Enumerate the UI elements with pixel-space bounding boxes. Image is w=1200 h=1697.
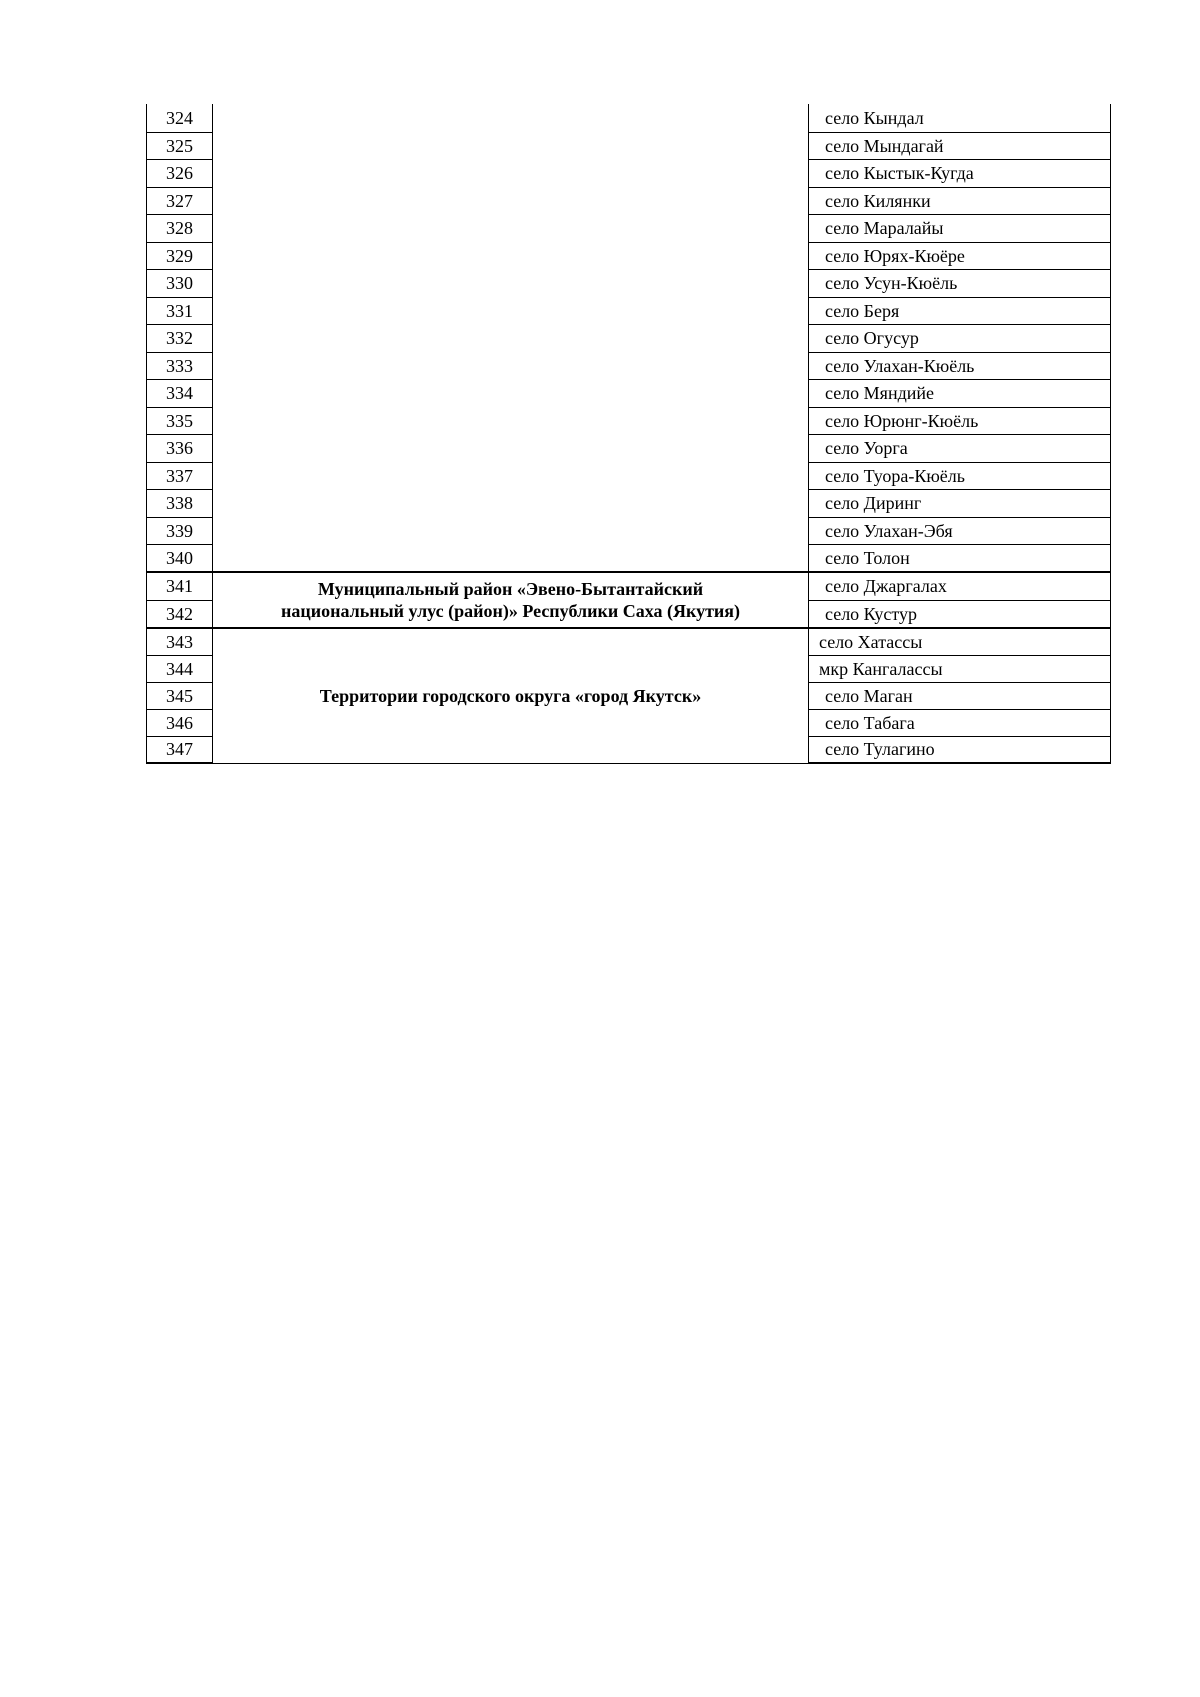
row-number: 347	[147, 736, 213, 763]
row-number: 327	[147, 187, 213, 214]
row-number: 338	[147, 489, 213, 517]
row-number: 330	[147, 269, 213, 297]
row-number: 344	[147, 655, 213, 682]
table-row	[147, 572, 1111, 600]
district-cell: Территории городского округа «город Якутск»	[213, 628, 809, 763]
settlement-name: село Беря	[809, 297, 1111, 324]
settlement-name: село Тулагино	[809, 736, 1111, 763]
settlement-name: село Маралайы	[809, 214, 1111, 242]
row-number: 343	[147, 628, 213, 655]
settlement-name: село Диринг	[809, 489, 1111, 517]
row-number: 346	[147, 709, 213, 736]
settlement-name: село Юрюнг-Кюёль	[809, 407, 1111, 434]
settlement-name: село Юрях-Кюёре	[809, 242, 1111, 269]
row-number: 332	[147, 324, 213, 352]
settlements-table	[146, 104, 1111, 764]
row-number: 325	[147, 132, 213, 159]
settlement-name: село Огусур	[809, 324, 1111, 352]
district-line: национальный улус (район)» Республики Саха (Якутия)	[280, 601, 741, 621]
row-number: 329	[147, 242, 213, 269]
settlement-name: село Усун-Кюёль	[809, 269, 1111, 297]
settlement-name: село Уорга	[809, 434, 1111, 462]
table-row	[147, 628, 1111, 655]
row-number: 340	[147, 544, 213, 572]
row-number: 324	[147, 104, 213, 132]
settlement-name: село Килянки	[809, 187, 1111, 214]
settlement-name: село Джаргалах	[809, 572, 1111, 600]
row-number: 334	[147, 379, 213, 407]
settlement-name: село Кыстык-Кугда	[809, 159, 1111, 187]
district-line: Муниципальный район «Эвено-Бытантайский	[317, 579, 704, 599]
row-number: 345	[147, 682, 213, 709]
settlement-name: село Толон	[809, 544, 1111, 572]
settlement-name: село Туора-Кюёль	[809, 462, 1111, 489]
row-number: 331	[147, 297, 213, 324]
district-cell	[213, 572, 809, 628]
row-number: 337	[147, 462, 213, 489]
row-number: 341	[147, 572, 213, 600]
row-number: 336	[147, 434, 213, 462]
settlement-name: село Маган	[809, 682, 1111, 709]
row-number: 328	[147, 214, 213, 242]
settlement-name: село Табага	[809, 709, 1111, 736]
settlement-name: мкр Кангалассы	[809, 655, 1111, 682]
row-number: 326	[147, 159, 213, 187]
settlement-name: село Хатассы	[809, 628, 1111, 655]
row-number: 342	[147, 600, 213, 628]
settlement-name: село Кустур	[809, 600, 1111, 628]
table-row	[147, 104, 1111, 132]
settlement-name: село Мяндийе	[809, 379, 1111, 407]
settlement-name: село Мындагай	[809, 132, 1111, 159]
settlement-name: село Улахан-Кюёль	[809, 352, 1111, 379]
settlement-name: село Кындал	[809, 104, 1111, 132]
settlement-name: село Улахан-Эбя	[809, 517, 1111, 544]
row-number: 335	[147, 407, 213, 434]
row-number: 339	[147, 517, 213, 544]
district-cell	[213, 104, 809, 572]
row-number: 333	[147, 352, 213, 379]
